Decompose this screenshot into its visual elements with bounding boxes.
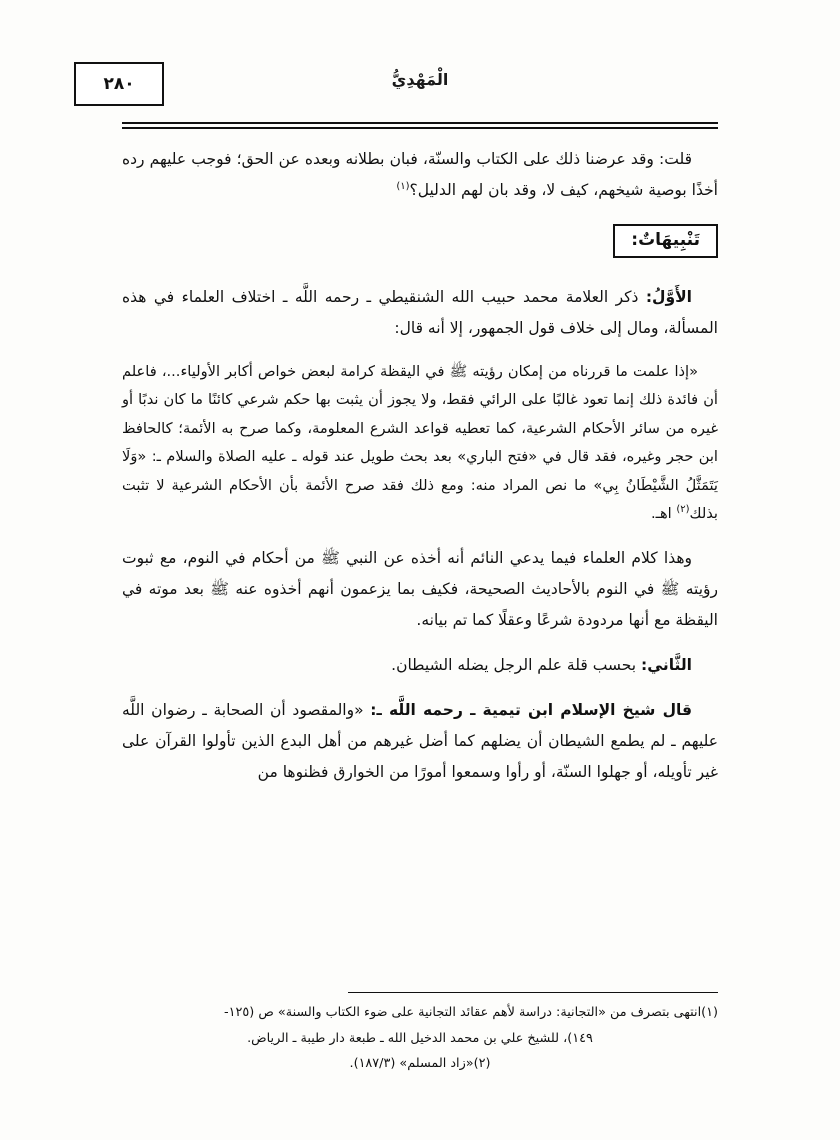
footnote-1-line-1: (١)انتهى بتصرف من «التجانية: دراسة لأهم عقائد التجانية على ضوء الكتاب والسنة» ص (١٢٥- bbox=[224, 1004, 718, 1020]
quote-shinqiti bbox=[122, 358, 718, 529]
ibn-taymiyyah-lead: قال شيخ الإسلام ابن تيمية ـ رحمه اللَّه ـ: bbox=[370, 700, 692, 719]
paragraph-commentary-text: وهذا كلام العلماء فيما يدعي النائم أنه أخذه عن النبي ﷺ من أحكام في النوم، مع ثبوت رؤيته ﷺ في النوم بالأحاديث الصحيحة، فكيف بما يزعمون أنهم أخذوه عنه ﷺ بعد موته في اليقظة مع أنها مردودة شرعًا وعقلًا كما تم بيانه. bbox=[122, 548, 718, 629]
footnote-marker-2: (٢) bbox=[676, 504, 690, 516]
first-point-text: ذكر العلامة محمد حبيب الله الشنقيطي ـ رحمه اللَّه ـ اختلاف العلماء في هذه المسألة، ومال إلى خلاف قول الجمهور، إلا أنه قال: bbox=[122, 288, 718, 337]
page-header bbox=[103, 70, 720, 116]
page-number: ٢٨٠ bbox=[103, 74, 135, 94]
footnote-marker-1: (١) bbox=[396, 180, 410, 192]
footnote-divider bbox=[348, 992, 718, 993]
paragraph-second-point bbox=[122, 650, 718, 681]
second-point-lead: الثَّاني: bbox=[641, 655, 692, 674]
section-heading-label: تَنْبِيهَاتٌ: bbox=[613, 224, 718, 258]
footnote-2: (٢)«زاد المسلم» (١٨٧/٣). bbox=[349, 1056, 491, 1072]
paragraph-commentary bbox=[122, 543, 718, 636]
footnotes-section bbox=[122, 992, 718, 1078]
paragraph-first-point bbox=[122, 282, 718, 344]
page-number-box bbox=[74, 62, 164, 106]
page-title: الْمَهْدِيُّ bbox=[391, 70, 449, 89]
second-point-text: بحسب قلة علم الرجل يضله الشيطان. bbox=[391, 655, 637, 674]
page-content bbox=[122, 144, 718, 1140]
paragraph-intro bbox=[122, 144, 718, 206]
footnote-1-line-2: ١٤٩)، للشيخ علي بن محمد الدخيل الله ـ طبعة دار طيبة ـ الرياض. bbox=[247, 1030, 593, 1046]
section-heading bbox=[122, 224, 718, 262]
first-point-lead: الأَوَّلُ: bbox=[645, 288, 692, 306]
quote-shinqiti-text: «إذا علمت ما قررناه من إمكان رؤيته ﷺ في اليقظة كرامة لبعض خواص أكابر الأولياء...، فاعلم أن فائدة ذلك إنما تعود غالبًا على الرائي فقط، ولا يجوز أن يثبت بها حكم شرعي كائنًا ما كان ندبًا أو غيره من سائر الأحكام الشرعية، كما تعطيه قواعد الشرع المعلومة، وكما صرح به الأئمة؛ كالحافظ ابن حجر وغيره، فقد قال في «فتح الباري» بعد بحث طويل عند قوله ـ عليه الصلاة والسلام ـ: «وَلَا يَتَمَثَّلُ الشَّيْطَانُ بِي» ما نص المراد منه: ومع ذلك فقد صرح الأئمة بأن الأحكام الشرعية لا تثبت بذلك bbox=[122, 363, 718, 523]
paragraph-ibn-taymiyyah bbox=[122, 695, 718, 788]
quote-shinqiti-tail: اهـ. bbox=[651, 505, 672, 523]
paragraph-intro-text: قلت: وقد عرضنا ذلك على الكتاب والسنّة، فبان بطلانه وبعده عن الحق؛ فوجب عليهم رده أخذًا بوصية شيخهم، كيف لا، وقد بان لهم الدليل؟ bbox=[122, 150, 718, 199]
header-divider bbox=[122, 122, 718, 129]
ibn-taymiyyah-text: «والمقصود أن الصحابة ـ رضوان اللَّه عليهم ـ لم يطمع الشيطان أن يضلهم كما أضل غيرهم من أهل البدع الذين تأولوا القرآن على غير تأويله، أو جهلوا السنّة، أو رأوا وسمعوا أمورًا من الخوارق فظنوها من bbox=[122, 700, 718, 781]
